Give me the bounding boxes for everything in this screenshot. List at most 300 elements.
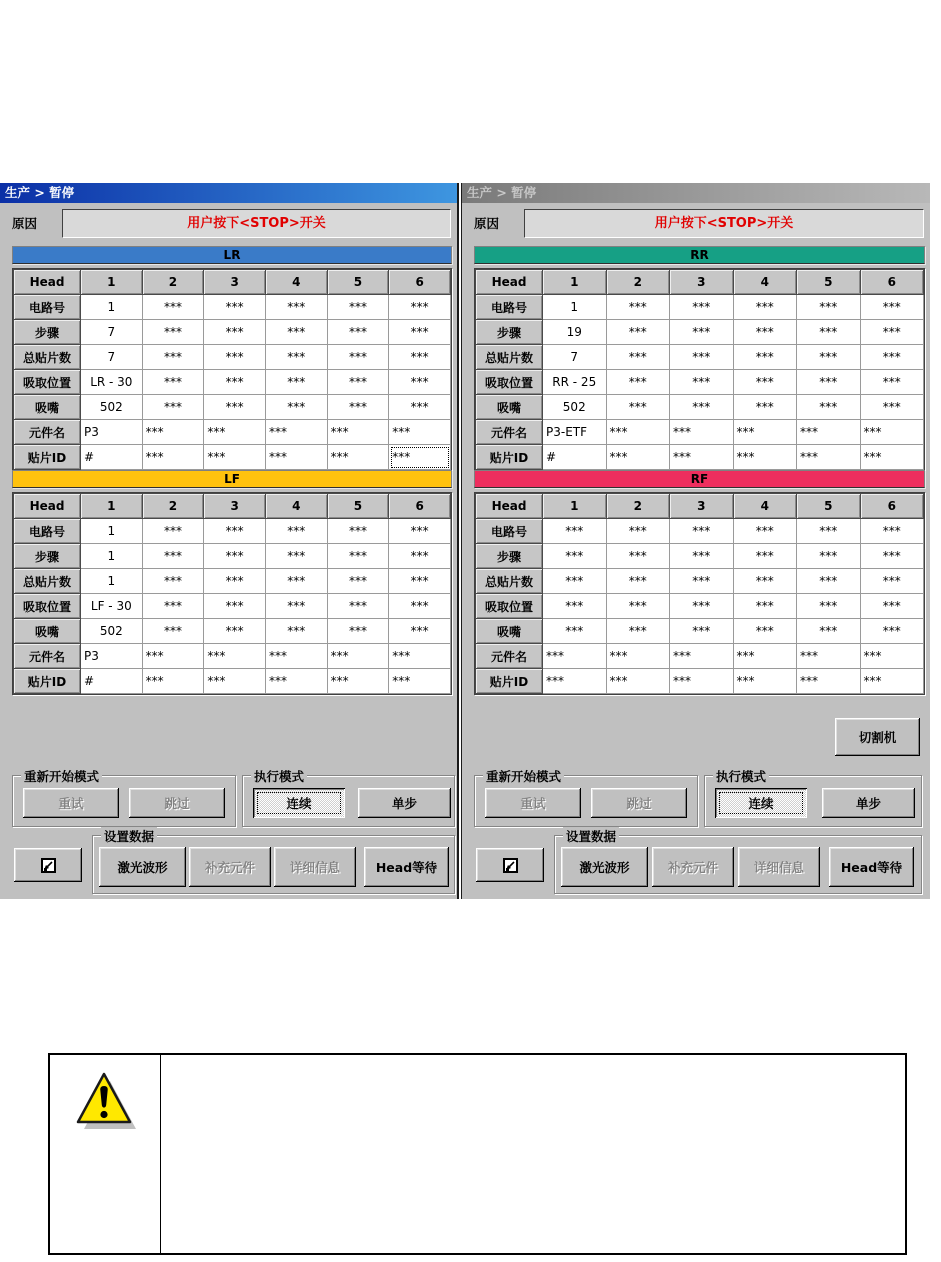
table-row (14, 345, 451, 370)
table-row (476, 569, 924, 594)
head-column-label: Head (14, 270, 81, 295)
table-row (14, 644, 451, 669)
refill-parts-button[interactable]: 补充元件 (652, 847, 734, 887)
value-cell[interactable]: 7 (81, 345, 143, 370)
table-row (476, 295, 924, 320)
value-cell[interactable]: *** (797, 370, 861, 395)
column-header: 2 (606, 270, 670, 295)
value-cell[interactable]: *** (860, 669, 924, 694)
value-cell[interactable]: *** (797, 644, 861, 669)
value-cell[interactable]: LF - 30 (81, 594, 143, 619)
value-cell[interactable]: *** (797, 295, 861, 320)
table-row (476, 395, 924, 420)
column-header: 4 (265, 270, 327, 295)
value-cell[interactable]: *** (797, 519, 861, 544)
value-cell[interactable]: *** (670, 544, 734, 569)
value-cell[interactable]: *** (606, 295, 670, 320)
value-cell[interactable]: *** (606, 445, 670, 470)
value-cell[interactable]: # (543, 445, 607, 470)
row-label: 电路号 (14, 519, 81, 544)
value-cell[interactable]: *** (265, 370, 327, 395)
value-cell[interactable]: *** (543, 544, 607, 569)
value-cell[interactable]: 7 (81, 320, 143, 345)
value-cell[interactable]: *** (265, 594, 327, 619)
value-cell[interactable]: *** (265, 295, 327, 320)
table-row (476, 420, 924, 445)
value-cell[interactable]: *** (265, 345, 327, 370)
table-row (476, 370, 924, 395)
titlebar-right (462, 183, 930, 203)
value-cell[interactable]: *** (204, 594, 266, 619)
value-cell[interactable]: *** (142, 445, 204, 470)
value-cell[interactable]: *** (204, 569, 266, 594)
single-step-button[interactable]: 单步 (358, 788, 451, 818)
value-cell[interactable]: *** (327, 295, 389, 320)
value-cell[interactable]: *** (860, 544, 924, 569)
table-frame (12, 492, 452, 695)
column-header: 3 (670, 494, 734, 519)
value-cell[interactable]: *** (543, 644, 607, 669)
row-label: 贴片ID (476, 669, 543, 694)
value-cell[interactable]: *** (733, 420, 797, 445)
row-label: 元件名 (14, 420, 81, 445)
value-cell[interactable]: *** (797, 544, 861, 569)
column-header: 2 (142, 270, 204, 295)
continuous-button[interactable]: 连续 (253, 788, 345, 818)
table-row (14, 420, 451, 445)
value-cell[interactable]: *** (389, 395, 451, 420)
table-row (476, 594, 924, 619)
table-row (14, 395, 451, 420)
value-cell[interactable]: P3 (81, 644, 143, 669)
value-cell[interactable]: *** (670, 395, 734, 420)
head-status-table-LR (13, 269, 451, 470)
value-cell[interactable]: *** (142, 370, 204, 395)
value-cell[interactable]: *** (142, 644, 204, 669)
value-cell[interactable]: *** (733, 619, 797, 644)
value-cell[interactable]: *** (265, 420, 327, 445)
value-cell[interactable]: *** (543, 519, 607, 544)
value-cell[interactable]: *** (733, 594, 797, 619)
row-label: 吸取位置 (476, 370, 543, 395)
value-cell[interactable]: LR - 30 (81, 370, 143, 395)
value-cell[interactable]: *** (204, 544, 266, 569)
value-cell[interactable]: *** (327, 519, 389, 544)
value-cell[interactable]: *** (389, 544, 451, 569)
value-cell[interactable]: *** (797, 569, 861, 594)
section-lf (12, 470, 452, 695)
table-frame (474, 492, 925, 695)
value-cell[interactable]: *** (860, 420, 924, 445)
value-cell[interactable]: *** (204, 420, 266, 445)
value-cell[interactable]: *** (543, 669, 607, 694)
value-cell[interactable]: *** (670, 445, 734, 470)
table-row (14, 619, 451, 644)
skip-button[interactable]: 跳过 (591, 788, 687, 818)
row-label: 贴片ID (14, 669, 81, 694)
table-row (14, 669, 451, 694)
row-label: 贴片ID (476, 445, 543, 470)
skip-button[interactable]: 跳过 (129, 788, 225, 818)
table-row (14, 519, 451, 544)
row-label: 吸取位置 (14, 594, 81, 619)
value-cell[interactable]: *** (389, 519, 451, 544)
value-cell[interactable]: *** (733, 519, 797, 544)
value-cell[interactable]: RR - 25 (543, 370, 607, 395)
value-cell[interactable]: *** (142, 594, 204, 619)
value-cell[interactable]: *** (733, 644, 797, 669)
table-row (476, 320, 924, 345)
column-header: 1 (81, 270, 143, 295)
table-row (14, 295, 451, 320)
value-cell[interactable]: *** (204, 619, 266, 644)
value-cell[interactable]: *** (860, 569, 924, 594)
row-label: 总贴片数 (476, 569, 543, 594)
value-cell[interactable]: 502 (81, 395, 143, 420)
value-cell[interactable]: P3-ETF (543, 420, 607, 445)
value-cell[interactable]: *** (142, 569, 204, 594)
value-cell[interactable]: 1 (543, 295, 607, 320)
page-title: 生产 > 暂停 (467, 185, 537, 200)
value-cell[interactable]: *** (142, 519, 204, 544)
value-cell[interactable]: *** (389, 619, 451, 644)
value-cell[interactable]: *** (543, 569, 607, 594)
minimize-panel-button[interactable] (14, 848, 82, 882)
value-cell[interactable]: *** (860, 395, 924, 420)
group-restart-mode (474, 769, 698, 827)
value-cell[interactable]: *** (265, 395, 327, 420)
continuous-button[interactable]: 连续 (715, 788, 807, 818)
value-cell[interactable]: *** (733, 370, 797, 395)
value-cell[interactable]: *** (204, 295, 266, 320)
value-cell[interactable]: *** (327, 395, 389, 420)
value-cell[interactable]: *** (606, 420, 670, 445)
group-exec-mode-label: 执行模式 (251, 767, 307, 785)
titlebar-left (0, 183, 457, 203)
head-status-table-RF (475, 493, 924, 694)
value-cell[interactable]: *** (733, 295, 797, 320)
value-cell[interactable]: *** (860, 295, 924, 320)
table-row (476, 345, 924, 370)
detail-info-button[interactable]: 详细信息 (274, 847, 356, 887)
value-cell[interactable]: *** (265, 669, 327, 694)
row-label: 总贴片数 (476, 345, 543, 370)
warning-box-divider (160, 1055, 161, 1253)
reason-text: 用户按下<STOP>开关 (654, 216, 794, 231)
head-column-label: Head (14, 494, 81, 519)
value-cell[interactable]: *** (265, 320, 327, 345)
value-cell[interactable]: *** (606, 594, 670, 619)
column-header: 3 (204, 270, 266, 295)
value-cell[interactable]: *** (797, 594, 861, 619)
value-cell[interactable]: *** (733, 345, 797, 370)
reason-label: 原因 (12, 216, 38, 231)
value-cell[interactable]: *** (860, 320, 924, 345)
value-cell[interactable]: *** (670, 370, 734, 395)
table-row (14, 594, 451, 619)
table-row (476, 619, 924, 644)
value-cell[interactable]: # (81, 445, 143, 470)
value-cell[interactable]: *** (204, 519, 266, 544)
column-header: 4 (265, 494, 327, 519)
value-cell[interactable]: *** (606, 669, 670, 694)
warning-triangle-icon (75, 1069, 137, 1135)
row-label: 吸取位置 (476, 594, 543, 619)
column-header: 1 (543, 494, 607, 519)
value-cell[interactable]: *** (670, 320, 734, 345)
value-cell[interactable]: *** (142, 395, 204, 420)
value-cell[interactable]: *** (265, 619, 327, 644)
value-cell[interactable]: *** (327, 669, 389, 694)
cutter-button[interactable]: 切割机 (835, 718, 920, 756)
value-cell[interactable]: *** (327, 544, 389, 569)
group-set-data (92, 829, 455, 894)
value-cell[interactable]: *** (606, 569, 670, 594)
value-cell[interactable]: 19 (543, 320, 607, 345)
column-header: 3 (670, 270, 734, 295)
value-cell[interactable]: *** (265, 519, 327, 544)
value-cell[interactable]: *** (797, 320, 861, 345)
value-cell[interactable]: *** (204, 345, 266, 370)
group-exec-mode-label: 执行模式 (713, 767, 769, 785)
value-cell[interactable]: *** (606, 544, 670, 569)
laser-waveform-button[interactable]: 激光波形 (99, 847, 186, 887)
value-cell[interactable]: *** (860, 644, 924, 669)
value-cell[interactable]: *** (327, 345, 389, 370)
row-label: 吸嘴 (476, 395, 543, 420)
group-exec-mode (704, 769, 922, 827)
retry-button[interactable]: 重试 (23, 788, 119, 818)
table-row (14, 320, 451, 345)
value-cell[interactable]: *** (797, 420, 861, 445)
single-step-button[interactable]: 单步 (822, 788, 915, 818)
column-header: 6 (389, 270, 451, 295)
value-cell[interactable]: *** (389, 345, 451, 370)
value-cell[interactable]: *** (204, 669, 266, 694)
value-cell[interactable]: *** (327, 445, 389, 470)
value-cell[interactable]: *** (327, 370, 389, 395)
value-cell[interactable]: *** (606, 519, 670, 544)
value-cell[interactable]: *** (327, 320, 389, 345)
row-label: 吸嘴 (14, 619, 81, 644)
value-cell[interactable]: *** (860, 345, 924, 370)
value-cell[interactable]: *** (797, 445, 861, 470)
value-cell[interactable]: *** (142, 420, 204, 445)
value-cell[interactable]: *** (670, 594, 734, 619)
value-cell[interactable]: *** (797, 395, 861, 420)
reason-text: 用户按下<STOP>开关 (187, 216, 326, 231)
value-cell[interactable]: *** (204, 445, 266, 470)
table-row (14, 569, 451, 594)
value-cell[interactable]: *** (670, 519, 734, 544)
row-label: 电路号 (476, 295, 543, 320)
value-cell[interactable]: *** (389, 420, 451, 445)
row-label: 元件名 (14, 644, 81, 669)
laser-waveform-button[interactable]: 激光波形 (561, 847, 648, 887)
value-cell[interactable]: *** (543, 619, 607, 644)
value-cell[interactable]: *** (670, 345, 734, 370)
value-cell[interactable]: 502 (543, 395, 607, 420)
column-header: 6 (860, 494, 924, 519)
value-cell[interactable]: *** (733, 395, 797, 420)
table-title-bar-rf: RF (474, 470, 925, 488)
column-header: 2 (606, 494, 670, 519)
reason-box (62, 209, 451, 238)
value-cell[interactable]: *** (670, 619, 734, 644)
value-cell[interactable]: *** (265, 544, 327, 569)
value-cell[interactable]: *** (797, 619, 861, 644)
value-cell[interactable]: 1 (81, 295, 143, 320)
head-status-table-RR (475, 269, 924, 470)
value-cell[interactable]: *** (733, 669, 797, 694)
group-exec-mode (242, 769, 455, 827)
section-rf (474, 470, 925, 695)
value-cell[interactable]: *** (142, 669, 204, 694)
value-cell[interactable]: *** (670, 569, 734, 594)
table-title-bar-rr: RR (474, 246, 925, 264)
value-cell[interactable]: *** (606, 395, 670, 420)
value-cell[interactable]: *** (670, 420, 734, 445)
value-cell[interactable]: *** (265, 445, 327, 470)
value-cell[interactable]: *** (327, 569, 389, 594)
table-row (476, 519, 924, 544)
value-cell[interactable]: 7 (543, 345, 607, 370)
value-cell[interactable]: *** (606, 320, 670, 345)
refill-parts-button[interactable]: 补充元件 (189, 847, 271, 887)
value-cell[interactable]: *** (860, 370, 924, 395)
value-cell[interactable]: 502 (81, 619, 143, 644)
reason-label: 原因 (474, 216, 500, 231)
column-header: 5 (327, 270, 389, 295)
value-cell[interactable]: *** (733, 320, 797, 345)
value-cell[interactable]: *** (860, 519, 924, 544)
value-cell[interactable]: *** (389, 644, 451, 669)
row-label: 吸嘴 (14, 395, 81, 420)
value-cell[interactable]: # (81, 669, 143, 694)
reason-box (524, 209, 924, 238)
value-cell[interactable]: *** (797, 345, 861, 370)
value-cell[interactable]: *** (670, 644, 734, 669)
group-set-data-label: 设置数据 (563, 827, 619, 845)
group-set-data (554, 829, 922, 894)
value-cell[interactable]: *** (860, 619, 924, 644)
resize-corner-icon (502, 857, 519, 874)
value-cell[interactable]: *** (204, 320, 266, 345)
value-cell[interactable]: *** (327, 619, 389, 644)
value-cell[interactable]: 1 (81, 519, 143, 544)
minimize-panel-button[interactable] (476, 848, 544, 882)
head-column-label: Head (476, 270, 543, 295)
value-cell[interactable]: *** (733, 569, 797, 594)
value-cell[interactable]: *** (860, 594, 924, 619)
resize-corner-icon (40, 857, 57, 874)
head-status-table-LF (13, 493, 451, 694)
group-restart-mode-label: 重新开始模式 (21, 767, 102, 785)
value-cell[interactable]: *** (142, 544, 204, 569)
column-header: 1 (543, 270, 607, 295)
column-header: 4 (733, 494, 797, 519)
value-cell[interactable]: *** (204, 370, 266, 395)
value-cell[interactable]: *** (389, 669, 451, 694)
value-cell[interactable]: *** (606, 370, 670, 395)
head-wait-button[interactable]: Head等待 (829, 847, 914, 887)
value-cell[interactable]: *** (327, 644, 389, 669)
value-cell[interactable]: *** (204, 395, 266, 420)
table-frame (474, 268, 925, 471)
column-header: 5 (327, 494, 389, 519)
panel-left (0, 183, 457, 899)
row-label: 电路号 (476, 519, 543, 544)
value-cell[interactable]: *** (733, 445, 797, 470)
table-row (476, 644, 924, 669)
value-cell[interactable]: *** (389, 569, 451, 594)
row-label: 总贴片数 (14, 569, 81, 594)
value-cell[interactable]: *** (389, 445, 451, 470)
value-cell[interactable]: *** (265, 644, 327, 669)
row-label: 步骤 (14, 544, 81, 569)
value-cell[interactable]: *** (606, 619, 670, 644)
value-cell[interactable]: 1 (81, 544, 143, 569)
value-cell[interactable]: *** (389, 320, 451, 345)
value-cell[interactable]: 1 (81, 569, 143, 594)
value-cell[interactable]: *** (142, 345, 204, 370)
row-label: 电路号 (14, 295, 81, 320)
value-cell[interactable]: *** (265, 569, 327, 594)
value-cell[interactable]: *** (606, 644, 670, 669)
value-cell[interactable]: *** (389, 295, 451, 320)
value-cell[interactable]: *** (670, 669, 734, 694)
value-cell[interactable]: *** (733, 544, 797, 569)
row-label: 贴片ID (14, 445, 81, 470)
value-cell[interactable]: *** (860, 445, 924, 470)
value-cell[interactable]: *** (389, 370, 451, 395)
section-rr (474, 246, 925, 471)
value-cell[interactable]: *** (797, 669, 861, 694)
value-cell[interactable]: *** (142, 320, 204, 345)
value-cell[interactable]: *** (142, 295, 204, 320)
group-restart-mode (12, 769, 236, 827)
table-row (14, 445, 451, 470)
table-row (476, 445, 924, 470)
row-label: 步骤 (476, 544, 543, 569)
retry-button[interactable]: 重试 (485, 788, 581, 818)
column-header: 6 (860, 270, 924, 295)
value-cell[interactable]: *** (543, 594, 607, 619)
value-cell[interactable]: *** (670, 295, 734, 320)
column-header: 5 (797, 494, 861, 519)
column-header: 2 (142, 494, 204, 519)
section-lr (12, 246, 452, 471)
row-label: 吸嘴 (476, 619, 543, 644)
table-title-bar-lr: LR (12, 246, 452, 264)
head-column-label: Head (476, 494, 543, 519)
value-cell[interactable]: *** (327, 594, 389, 619)
table-frame (12, 268, 452, 471)
value-cell[interactable]: P3 (81, 420, 143, 445)
value-cell[interactable]: *** (327, 420, 389, 445)
head-wait-button[interactable]: Head等待 (364, 847, 449, 887)
column-header: 6 (389, 494, 451, 519)
group-set-data-label: 设置数据 (101, 827, 157, 845)
value-cell[interactable]: *** (606, 345, 670, 370)
row-label: 步骤 (14, 320, 81, 345)
page-title: 生产 > 暂停 (5, 185, 75, 200)
value-cell[interactable]: *** (389, 594, 451, 619)
value-cell[interactable]: *** (142, 619, 204, 644)
detail-info-button[interactable]: 详细信息 (738, 847, 820, 887)
warning-note-box (48, 1053, 907, 1255)
value-cell[interactable]: *** (204, 644, 266, 669)
